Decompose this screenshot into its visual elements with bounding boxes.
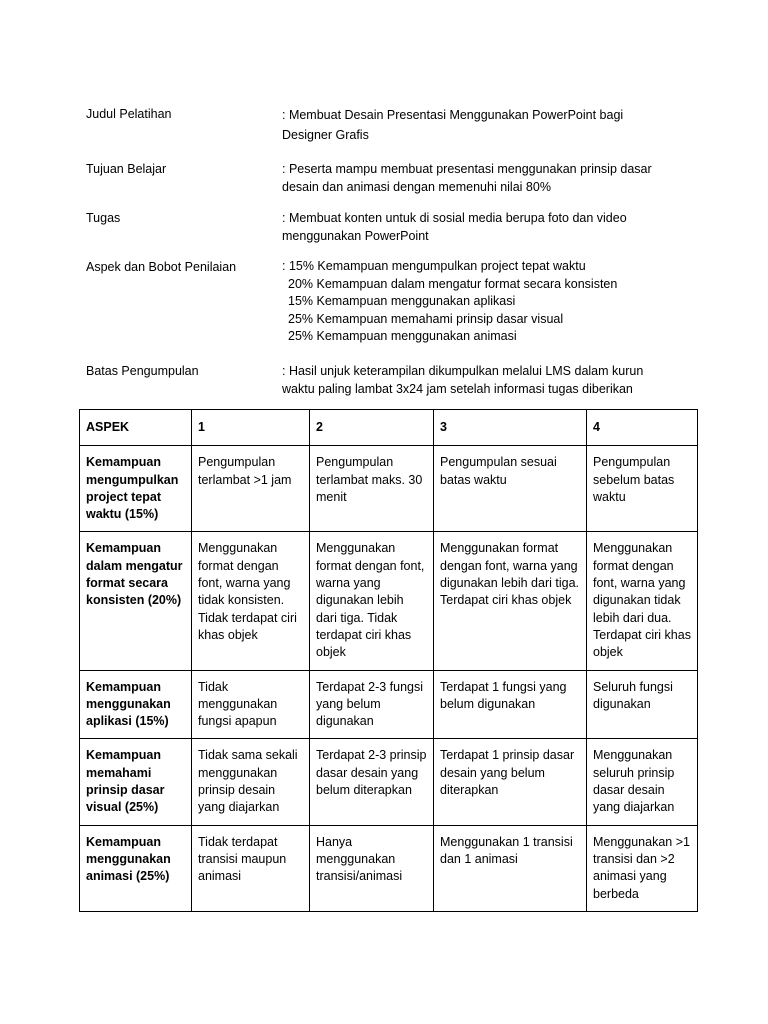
table-row [80,739,698,825]
level-3-cell: Terdapat 1 fungsi yang belum digunakan [434,670,587,739]
aspek-line-1: : 15% Kemampuan mengumpulkan project tepat waktu [282,259,586,273]
level-4-cell: Pengumpulan sebelum batas waktu [587,446,698,532]
batas-label: Batas Pengumpulan [86,364,199,378]
batas-value [282,362,682,398]
tujuan-label: Tujuan Belajar [86,162,167,176]
table-row [80,446,698,532]
tugas-line-1: : Membuat konten untuk di sosial media berupa foto dan video [282,211,627,225]
table-row [80,670,698,739]
aspect-cell: Kemampuan mengumpulkan project tepat waktu (15%) [80,446,192,532]
level-4-cell: Seluruh fungsi digunakan [587,670,698,739]
column-header-3: 3 [434,410,587,446]
level-2-cell: Pengumpulan terlambat maks. 30 menit [310,446,434,532]
level-4-cell: Menggunakan format dengan font, warna yang digunakan tidak lebih dari dua. Terdapat ciri khas objek [587,532,698,670]
column-header-aspek: ASPEK [80,410,192,446]
level-1-cell: Tidak terdapat transisi maupun animasi [192,825,310,911]
level-3-cell: Menggunakan format dengan font, warna yang digunakan lebih dari tiga. Terdapat ciri khas objek [434,532,587,670]
column-header-1: 1 [192,410,310,446]
level-1-cell: Menggunakan format dengan font, warna yang tidak konsisten. Tidak terdapat ciri khas objek [192,532,310,670]
judul-label: Judul Pelatihan [86,107,172,121]
table-row [80,825,698,911]
tujuan-line-2: desain dan animasi dengan memenuhi nilai 80% [282,180,551,194]
rubric-table [79,409,698,912]
level-3-cell: Menggunakan 1 transisi dan 1 animasi [434,825,587,911]
level-3-cell: Pengumpulan sesuai batas waktu [434,446,587,532]
aspect-cell: Kemampuan dalam mengatur format secara konsisten (20%) [80,532,192,670]
batas-line-1: : Hasil unjuk keterampilan dikumpulkan melalui LMS dalam kurun [282,364,644,378]
aspek-label: Aspek dan Bobot Penilaian [86,260,237,274]
judul-value [282,105,682,145]
tugas-value [282,209,682,245]
table-row [80,532,698,670]
aspect-cell: Kemampuan memahami prinsip dasar visual (25%) [80,739,192,825]
level-1-cell: Tidak menggunakan fungsi apapun [192,670,310,739]
level-2-cell: Menggunakan format dengan font, warna yang digunakan lebih dari tiga. Tidak terdapat ciri khas objek [310,532,434,670]
aspect-cell: Kemampuan menggunakan aplikasi (15%) [80,670,192,739]
tujuan-line-1: : Peserta mampu membuat presentasi menggunakan prinsip dasar [282,162,652,176]
aspek-line-4: 25% Kemampuan memahami prinsip dasar visual [288,311,564,326]
column-header-2: 2 [310,410,434,446]
level-2-cell: Terdapat 2-3 prinsip dasar desain yang belum diterapkan [310,739,434,825]
level-3-cell: Terdapat 1 prinsip dasar desain yang belum diterapkan [434,739,587,825]
batas-line-2: waktu paling lambat 3x24 jam setelah informasi tugas diberikan [282,382,633,396]
tugas-line-2: menggunakan PowerPoint [282,229,429,243]
rubric-header-row [80,410,698,446]
level-4-cell: Menggunakan >1 transisi dan >2 animasi yang berbeda [587,825,698,911]
aspek-value [282,258,682,346]
column-header-4: 4 [587,410,698,446]
level-2-cell: Hanya menggunakan transisi/animasi [310,825,434,911]
level-2-cell: Terdapat 2-3 fungsi yang belum digunakan [310,670,434,739]
aspek-line-3: 15% Kemampuan menggunakan aplikasi [288,294,516,308]
aspek-line-2: 20% Kemampuan dalam mengatur format secara konsisten [288,276,618,291]
level-4-cell: Menggunakan seluruh prinsip dasar desain yang diajarkan [587,739,698,825]
judul-line-2: Designer Grafis [282,128,369,142]
tugas-label: Tugas [86,211,121,225]
level-1-cell: Tidak sama sekali menggunakan prinsip desain yang diajarkan [192,739,310,825]
level-1-cell: Pengumpulan terlambat >1 jam [192,446,310,532]
tujuan-value [282,160,682,196]
aspek-line-5: 25% Kemampuan menggunakan animasi [288,329,517,343]
judul-line-1: : Membuat Desain Presentasi Menggunakan PowerPoint bagi [282,108,624,122]
aspect-cell: Kemampuan menggunakan animasi (25%) [80,825,192,911]
